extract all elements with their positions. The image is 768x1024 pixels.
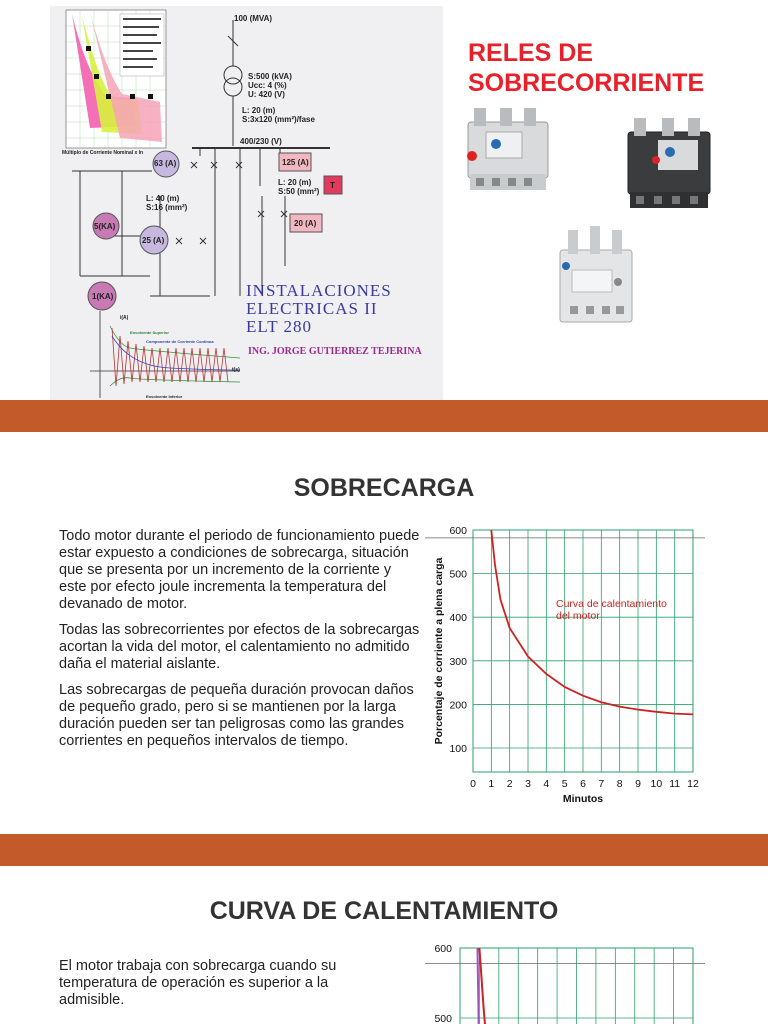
y-tick-label: 200 [449, 699, 467, 712]
x-tick-label: 8 [616, 778, 623, 790]
cover-sc-5ka: 5(KA) [94, 222, 116, 231]
cover-sc-1ka: 1(KA) [92, 292, 114, 301]
cover-line3-l1: L: 40 (m) [146, 194, 180, 203]
slide2-paragraph-2: Todas las sobrecorrientes por efectos de la sobrecargas acortan la vida del motor, el calentamiento no admitido daña el material aislante. [59, 622, 420, 672]
slide3-body [59, 958, 359, 1018]
cover-line3-l2: S:16 (mm²) [146, 203, 188, 212]
cover-wave-upper: Envolvente Superior [130, 330, 169, 335]
cover-diagram [50, 6, 443, 404]
y-tick-label: 100 [449, 743, 467, 756]
cover-line1-l2: S:3x120 (mm²)/fase [242, 115, 315, 124]
x-tick-label: 12 [687, 778, 699, 790]
x-tick-label: 6 [580, 778, 586, 790]
cover-breaker-25: 25 (A) [142, 236, 165, 245]
course-line-1: INSTALACIONES [246, 281, 392, 300]
curve-annotation: del motor [556, 610, 600, 622]
slide-heading-line-1: RELES DE [468, 39, 594, 67]
cover-breaker-63: 63 (A) [154, 159, 177, 168]
x-tick-label: 5 [561, 778, 568, 790]
cover-breaker-125: 125 (A) [282, 158, 309, 167]
cover-wave-lower: Envolvente Inferior [146, 394, 183, 399]
cover-source-label: 100 (MVA) [234, 14, 273, 23]
x-tick-label: 3 [525, 778, 531, 790]
cover-load-t: T [330, 181, 335, 190]
mini-tcc-chart [66, 10, 166, 148]
x-tick-label: 0 [470, 778, 476, 790]
slide-separator-band-2 [0, 834, 768, 866]
x-tick-label: 1 [488, 778, 495, 790]
x-axis-label: Minutos [562, 793, 604, 805]
course-line-2: ELECTRICAS II [246, 299, 378, 318]
x-tick-label: 7 [598, 778, 605, 790]
slide3-paragraph-1: El motor trabaja con sobrecarga cuando su temperatura de operación es superior a la admisible. [59, 958, 337, 1008]
series-curve-2 [478, 948, 479, 1024]
cover-transformer-l1: S:500 (kVA) [248, 72, 292, 81]
cover-wave-y: i(A) [120, 315, 129, 321]
y-tick-label: 400 [449, 612, 467, 625]
y-tick-label: 300 [449, 655, 467, 668]
relay-image-2 [618, 118, 718, 216]
cover-image [50, 6, 443, 404]
slide-separator-band-1 [0, 400, 768, 432]
cover-mini-axis: Múltiplo de Corriente Nominal x In [62, 150, 144, 156]
slide-cover [0, 0, 768, 400]
x-tick-label: 10 [650, 778, 663, 790]
x-tick-label: 11 [669, 778, 681, 790]
y-tick-label: 500 [449, 568, 467, 581]
cover-line1-l1: L: 20 (m) [242, 106, 276, 115]
cover-breaker-20: 20 (A) [294, 219, 317, 228]
cover-wave-x: t(s) [232, 367, 240, 373]
slide-heading [468, 38, 704, 98]
waveform [90, 311, 240, 398]
cover-busbar: 400/230 (V) [240, 137, 282, 146]
y-tick-label-2: 600 [434, 943, 452, 955]
slide2-paragraph-3: Las sobrecargas de pequeña duración provocan daños de pequeño grado, pero si se mantienen por la larga duración pueden ser tan peligrosas como las grandes corrientes en pequeños intervalos de tiempo. [59, 682, 414, 749]
slide2-paragraph-1: Todo motor durante el periodo de funcionamiento puede estar expuesto a condiciones de sobrecarga, situación que se presenta por un incremento de la corriente y este por efecto joule incrementa la temperatura del devanado de motor. [59, 528, 420, 612]
x-tick-label: 9 [635, 778, 641, 790]
relay-image-3 [556, 226, 638, 326]
slide-title-sobrecarga: SOBRECARGA [293, 474, 475, 502]
author-name: ING. JORGE GUTIERREZ TEJERINA [248, 346, 422, 357]
cover-transformer-l3: U: 420 (V) [248, 90, 285, 99]
slide-heading-line-2: SOBRECORRIENTE [468, 69, 705, 97]
relay-image-1 [460, 108, 555, 200]
course-line-3: ELT 280 [246, 317, 313, 336]
slide-title-curva: CURVA DE CALENTAMIENTO [209, 897, 559, 925]
x-tick-label: 2 [506, 778, 513, 790]
chart-heating-curve [425, 520, 725, 820]
chart-heating-curve-2 [425, 938, 725, 1024]
y-tick-label: 600 [449, 525, 467, 537]
y-axis-label: Porcentaje de corriente a plena carga [433, 557, 445, 745]
curve-annotation: Curva de calentamiento [556, 598, 667, 610]
x-tick-label: 4 [543, 778, 550, 790]
slide2-body [59, 528, 421, 759]
cover-line2-l1: L: 20 (m) [278, 178, 312, 187]
y-tick-label-2: 500 [434, 1013, 452, 1024]
cover-wave-dc: Componente de Corriente Continua [146, 339, 214, 344]
cover-transformer-l2: Ucc: 4 (%) [248, 81, 287, 90]
cover-line2-l2: S:50 (mm²) [278, 187, 320, 196]
